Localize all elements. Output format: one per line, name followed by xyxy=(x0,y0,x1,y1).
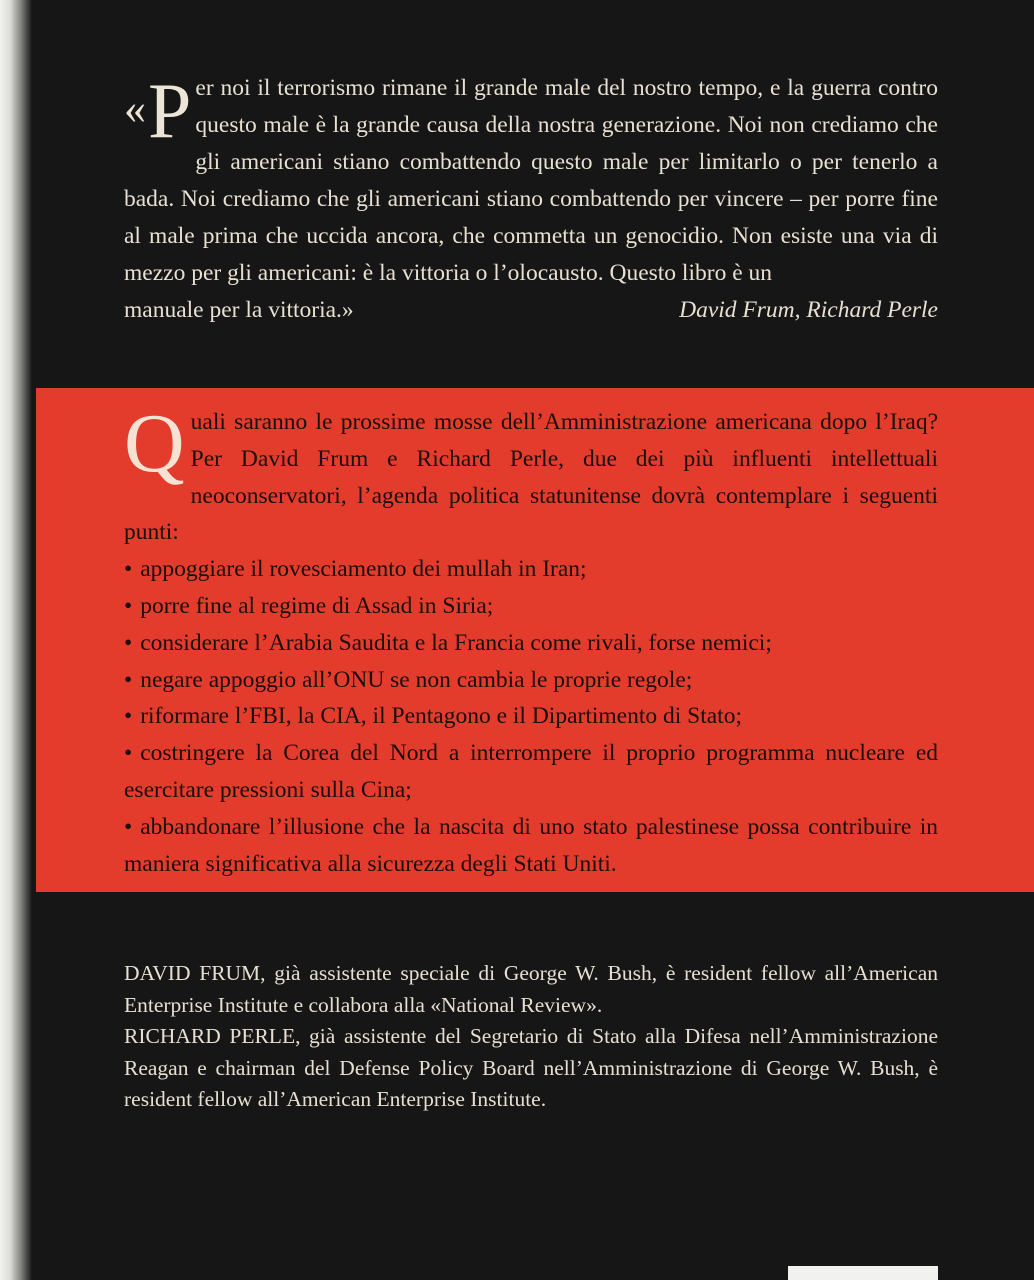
agenda-point: riformare l’FBI, la CIA, il Pentagono e il Dipartimento di Stato; xyxy=(140,703,742,730)
agenda-point: considerare l’Arabia Saudita e la Francia come rivali, forse nemici; xyxy=(140,629,772,656)
agenda-point: abbandonare l’illusione che la nascita di uno stato palestinese possa contribuire in maniera significativa alla sicurezza degli Stati Uniti. xyxy=(124,813,938,877)
bullet-icon: • xyxy=(124,703,133,730)
list-item xyxy=(124,625,938,662)
synopsis-drop-cap: Q xyxy=(124,397,185,490)
agenda-list xyxy=(124,551,938,882)
synopsis xyxy=(124,397,938,882)
book-spine-edge xyxy=(0,0,32,1280)
quote-lead xyxy=(124,67,192,154)
list-item xyxy=(124,735,938,809)
author-bios xyxy=(124,958,938,1116)
synopsis-intro: uali saranno le prossime mosse dell’Amministrazione americana dopo l’Iraq? Per David Frum e Richard Perle, due dei più influenti intellettuali neoconservatori, l’agenda politica statunitense dovrà contemplare i seguenti punti: xyxy=(124,409,938,546)
barcode-label-edge xyxy=(788,1266,938,1280)
list-item xyxy=(124,809,938,883)
opening-guillemet: « xyxy=(124,84,146,133)
quote-last-line xyxy=(124,292,938,329)
bullet-icon: • xyxy=(124,592,133,619)
bullet-icon: • xyxy=(124,666,133,693)
list-item xyxy=(124,662,938,699)
list-item xyxy=(124,551,938,588)
list-item xyxy=(124,588,938,625)
agenda-point: negare appoggio all’ONU se non cambia le proprie regole; xyxy=(140,666,693,693)
back-cover-quote xyxy=(124,67,938,329)
quote-body: er noi il terrorismo rimane il grande male del nostro tempo, e la guerra contro questo male è la grande causa della nostra generazione. Noi non crediamo che gli americani stiano combattendo questo male per limitarlo o per tenerlo a bada. Noi crediamo che gli americani stiano combattendo per vincere – per porre fine al male prima che uccida ancora, che commetta un genocidio. Non esiste una via di mezzo per gli americani: è la vittoria o l’olocausto. Questo libro è un xyxy=(124,75,938,286)
agenda-point: appoggiare il rovesciamento dei mullah in Iran; xyxy=(140,556,587,583)
bullet-icon: • xyxy=(124,740,133,767)
quote-closing-text: manuale per la vittoria.» xyxy=(124,297,354,323)
bullet-icon: • xyxy=(124,556,133,583)
list-item xyxy=(124,698,938,735)
quote-drop-cap: P xyxy=(148,67,192,154)
bullet-icon: • xyxy=(124,629,133,656)
bullet-icon: • xyxy=(124,813,133,840)
agenda-point: costringere la Corea del Nord a interrompere il proprio programma nucleare ed esercitare pressioni sulla Cina; xyxy=(124,740,938,803)
bio-david-frum: DAVID FRUM, già assistente speciale di George W. Bush, è resident fellow all’American Enterprise Institute e collabora alla «National Review». xyxy=(124,961,938,1017)
agenda-point: porre fine al regime di Assad in Siria; xyxy=(140,592,494,619)
quote-attribution: David Frum, Richard Perle xyxy=(679,297,938,323)
bio-richard-perle: RICHARD PERLE, già assistente del Segretario di Stato alla Difesa nell’Amministrazione Reagan e chairman del Defense Policy Board nell’Amministrazione di George W. Bush, è resident fellow all’American Enterprise Institute. xyxy=(124,1024,938,1111)
